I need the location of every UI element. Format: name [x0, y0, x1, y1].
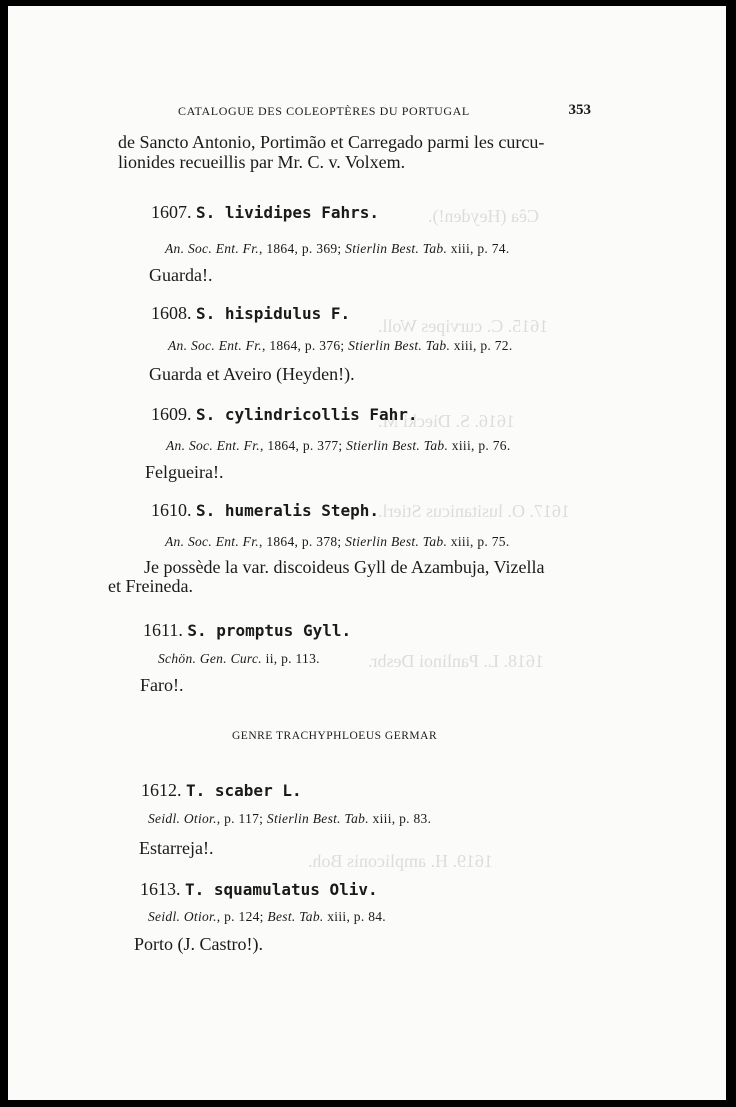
ref-author: Stierlin Best. Tab.	[266, 811, 369, 826]
locality: Guarda et Aveiro (Heyden!).	[149, 364, 355, 384]
ref-author: Stierlin Best. Tab.	[348, 338, 451, 353]
species-heading	[143, 620, 351, 641]
ref-detail: xiii, p. 74.	[447, 241, 510, 256]
locality: Porto (J. Castro!).	[134, 934, 263, 954]
species-name: S. lividipes Fahrs.	[196, 203, 380, 222]
species-reference	[165, 241, 510, 257]
species-number: 1607.	[151, 202, 192, 222]
bleed-through-text: 1616. S. Diecki M.	[378, 411, 515, 431]
ref-author: Stierlin Best. Tab.	[345, 241, 448, 256]
ref-journal: An. Soc. Ent. Fr.	[168, 338, 262, 353]
ref-detail: , 1864, p. 377;	[259, 438, 347, 453]
page-number: 353	[568, 102, 591, 118]
species-name: T. scaber L.	[186, 781, 302, 800]
ref-journal: An. Soc. Ent. Fr.	[165, 241, 259, 256]
ref-detail: , 1864, p. 376;	[261, 338, 349, 353]
book-page	[8, 6, 726, 1100]
bleed-through-text: 1615. C. curvipes Woll.	[378, 316, 549, 336]
bleed-through-text: 1619. H. ampliconis Boh.	[308, 851, 493, 871]
species-number: 1612.	[141, 780, 182, 800]
genus-heading: GENRE TRACHYPHLOEUS GERMAR	[232, 730, 438, 742]
ref-detail: , 1864, p. 369;	[258, 241, 346, 256]
ref-journal: An. Soc. Ent. Fr.	[166, 438, 260, 453]
species-heading	[151, 303, 350, 324]
species-heading	[140, 879, 378, 900]
ref-journal: Seidl. Otior.	[148, 811, 217, 826]
species-heading	[151, 500, 379, 521]
species-reference	[165, 534, 510, 550]
ref-journal: Seidl. Otior.	[148, 909, 217, 924]
ref-detail: ii, p. 113.	[261, 651, 320, 666]
bleed-through-text: 1617. O. lusitanicus Stierl.	[378, 501, 570, 521]
locality: Guarda!.	[149, 265, 213, 285]
ref-detail: xiii, p. 84.	[323, 909, 386, 924]
species-heading	[141, 780, 302, 801]
ref-detail: xiii, p. 83.	[368, 811, 432, 826]
species-reference	[166, 438, 511, 454]
locality: Faro!.	[140, 675, 184, 695]
locality: et Freineda.	[108, 576, 193, 596]
bleed-through-text: 1618. L. Panlinoi Desbr.	[368, 651, 544, 671]
ref-detail: , p. 124;	[216, 909, 268, 924]
intro-line: lionides recueillis par Mr. C. v. Volxem.	[118, 152, 406, 172]
species-heading	[151, 202, 379, 223]
species-name: S. humeralis Steph.	[196, 501, 380, 520]
locality: Je possède la var. discoideus Gyll de Azambuja, Vizella	[144, 557, 545, 577]
species-name: S. promptus Gyll.	[187, 621, 352, 640]
ref-author: Best. Tab.	[267, 909, 324, 924]
species-number: 1611.	[143, 620, 183, 640]
ref-detail: , 1864, p. 378;	[258, 534, 346, 549]
ref-detail: xiii, p. 76.	[448, 438, 511, 453]
ref-journal: Schön. Gen. Curc.	[158, 651, 262, 666]
locality: Estarreja!.	[139, 838, 214, 858]
running-header: CATALOGUE DES COLEOPTÈRES DU PORTUGAL	[178, 104, 470, 118]
species-reference	[148, 909, 386, 925]
species-reference	[148, 811, 431, 827]
bleed-through-text: Cêa (Heyden!).	[428, 206, 539, 226]
ref-author: Stierlin Best. Tab.	[346, 438, 449, 453]
locality: Felgueira!.	[145, 462, 224, 482]
ref-detail: , p. 117;	[216, 811, 267, 826]
ref-author: Stierlin Best. Tab.	[345, 534, 448, 549]
ref-detail: xiii, p. 75.	[447, 534, 510, 549]
intro-line: de Sancto Antonio, Portimão et Carregado parmi les curcu-	[118, 132, 545, 152]
species-number: 1609.	[151, 404, 192, 424]
species-name: S. cylindricollis Fahr.	[196, 405, 418, 424]
ref-detail: xiii, p. 72.	[450, 338, 513, 353]
ref-journal: An. Soc. Ent. Fr.	[165, 534, 259, 549]
species-number: 1608.	[151, 303, 192, 323]
species-name: T. squamulatus Oliv.	[185, 880, 378, 899]
species-number: 1613.	[140, 879, 181, 899]
species-heading	[151, 404, 418, 425]
species-reference	[158, 651, 320, 667]
species-reference	[168, 338, 513, 354]
species-number: 1610.	[151, 500, 192, 520]
species-name: S. hispidulus F.	[196, 304, 351, 323]
